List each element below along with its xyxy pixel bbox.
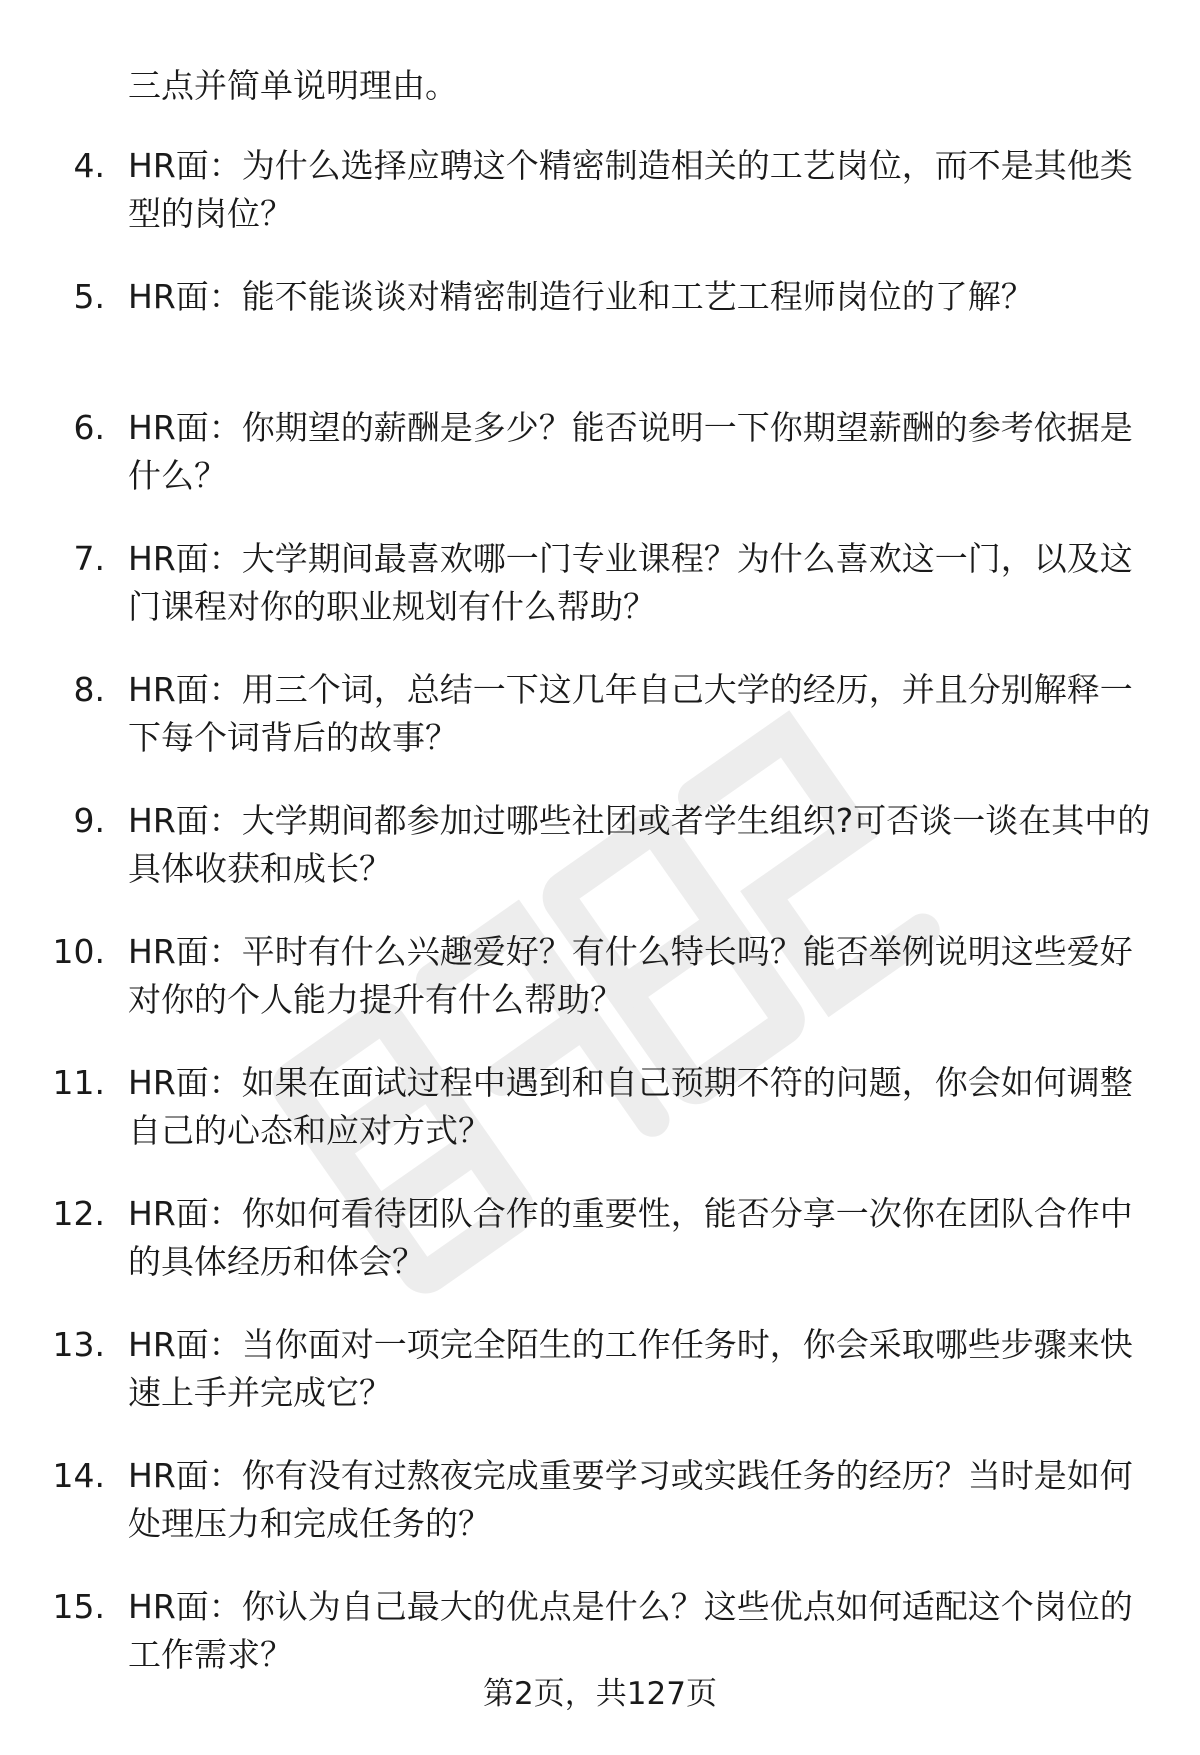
question-text: HR面：用三个词，总结一下这几年自己大学的经历，并且分别解释一下每个词背后的故事？ xyxy=(128,670,1133,757)
list-item xyxy=(0,1059,1200,1190)
question-number: 5. xyxy=(73,277,105,316)
question-number: 8. xyxy=(73,670,105,709)
question-number: 10. xyxy=(52,932,105,971)
question-text: HR面：你有没有过熬夜完成重要学习或实践任务的经历？当时是如何处理压力和完成任务的？ xyxy=(128,1456,1133,1543)
list-item xyxy=(0,928,1200,1059)
list-item xyxy=(0,404,1200,535)
question-number: 6. xyxy=(73,408,105,447)
previous-question-continuation: 三点并简单说明理由。 xyxy=(128,66,458,105)
question-number: 9. xyxy=(73,801,105,840)
question-text: HR面：能不能谈谈对精密制造行业和工艺工程师岗位的了解？ xyxy=(128,277,1034,316)
question-text: HR面：平时有什么兴趣爱好？有什么特长吗？能否举例说明这些爱好对你的个人能力提升有什么帮助？ xyxy=(128,932,1133,1019)
question-text: HR面：你期望的薪酬是多少？能否说明一下你期望薪酬的参考依据是什么？ xyxy=(128,408,1133,495)
list-item xyxy=(0,1452,1200,1583)
question-number: 4. xyxy=(73,146,105,185)
list-item xyxy=(0,1190,1200,1321)
question-number: 11. xyxy=(52,1063,105,1102)
question-text: HR面：大学期间都参加过哪些社团或者学生组织?可否谈一谈在其中的具体收获和成长？ xyxy=(128,801,1151,888)
question-text: HR面：当你面对一项完全陌生的工作任务时，你会采取哪些步骤来快速上手并完成它？ xyxy=(128,1325,1133,1412)
page-number-footer: 第2页，共127页 xyxy=(483,1676,717,1712)
list-item xyxy=(0,142,1200,273)
question-number: 14. xyxy=(52,1456,105,1495)
question-text: HR面：如果在面试过程中遇到和自己预期不符的问题，你会如何调整自己的心态和应对方式？ xyxy=(128,1063,1133,1150)
question-text: HR面：为什么选择应聘这个精密制造相关的工艺岗位，而不是其他类型的岗位？ xyxy=(128,146,1133,233)
question-number: 13. xyxy=(52,1325,105,1364)
question-text: HR面：你认为自己最大的优点是什么？这些优点如何适配这个岗位的工作需求？ xyxy=(128,1587,1133,1674)
list-item xyxy=(0,666,1200,797)
question-text: HR面：大学期间最喜欢哪一门专业课程？为什么喜欢这一门，以及这门课程对你的职业规划有什么帮助？ xyxy=(128,539,1133,626)
question-number: 12. xyxy=(52,1194,105,1233)
list-item xyxy=(0,797,1200,928)
list-item xyxy=(0,273,1200,404)
list-item xyxy=(0,535,1200,666)
question-number: 7. xyxy=(73,539,105,578)
question-text: HR面：你如何看待团队合作的重要性，能否分享一次你在团队合作中的具体经历和体会？ xyxy=(128,1194,1133,1281)
question-list xyxy=(0,142,1200,1714)
question-number: 15. xyxy=(52,1587,105,1626)
list-item xyxy=(0,1321,1200,1452)
